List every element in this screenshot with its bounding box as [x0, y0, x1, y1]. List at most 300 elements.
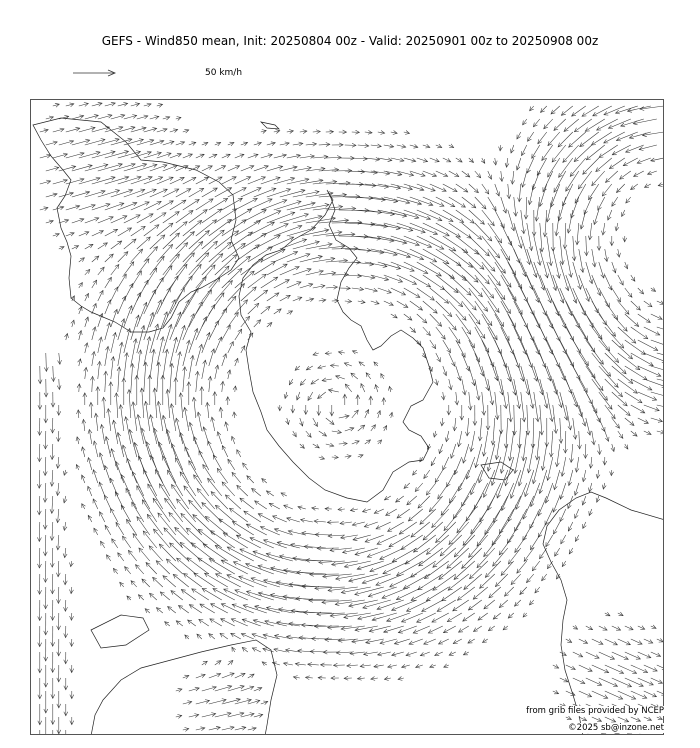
wind-arrow	[399, 522, 417, 534]
wind-arrow	[507, 522, 521, 543]
wind-arrow	[404, 262, 428, 274]
wind-arrow	[235, 198, 257, 210]
wind-arrow	[547, 288, 559, 316]
wind-arrow	[391, 288, 406, 295]
wind-arrow	[58, 431, 59, 442]
wind-arrow	[521, 366, 529, 395]
wind-arrow	[217, 468, 228, 483]
wind-arrow	[482, 288, 499, 313]
wind-arrow	[105, 525, 111, 535]
wind-arrow	[631, 327, 648, 339]
wind-arrow	[527, 405, 528, 435]
wind-arrow	[515, 509, 527, 531]
wind-arrow	[488, 353, 498, 381]
wind-arrow	[514, 223, 522, 248]
wind-arrow	[170, 363, 172, 392]
wind-arrow	[407, 496, 417, 505]
wind-arrow	[449, 197, 466, 207]
wind-arrow	[433, 574, 456, 590]
wind-arrow	[631, 691, 647, 698]
wind-arrow-head	[168, 470, 172, 475]
wind-arrow	[293, 216, 322, 223]
wind-arrow	[527, 353, 537, 381]
wind-arrow-head	[101, 541, 105, 546]
wind-arrow	[235, 245, 259, 262]
wind-arrow	[197, 489, 215, 510]
wind-arrow	[196, 290, 212, 314]
wind-arrow	[631, 301, 641, 310]
wind-arrow	[538, 496, 547, 516]
wind-arrow	[430, 314, 442, 326]
wind-arrow	[144, 313, 153, 341]
wind-arrow	[599, 314, 616, 336]
wind-arrow	[644, 353, 664, 362]
wind-arrow	[449, 223, 471, 238]
wind-arrow-head	[459, 628, 464, 632]
wind-arrow	[241, 166, 254, 171]
wind-arrow	[144, 470, 157, 496]
wind-arrow-head	[403, 304, 408, 308]
wind-arrow	[566, 275, 577, 303]
wind-arrow	[45, 535, 46, 556]
wind-arrow	[575, 184, 586, 203]
wind-arrow	[267, 293, 279, 301]
wind-arrow	[92, 152, 115, 159]
wind-arrow	[365, 262, 387, 267]
wind-arrow	[565, 431, 566, 453]
wind-arrow	[133, 402, 137, 431]
wind-arrow	[553, 301, 566, 328]
wind-arrow	[131, 339, 136, 366]
wind-arrow	[473, 587, 488, 599]
wind-arrow	[408, 509, 422, 521]
wind-arrow	[181, 590, 196, 601]
wind-arrow	[132, 472, 144, 496]
wind-arrow	[116, 393, 118, 418]
wind-arrow	[534, 236, 540, 265]
wind-arrow	[586, 236, 587, 256]
wind-arrow	[651, 314, 662, 319]
wind-arrow	[482, 262, 501, 286]
wind-arrow	[547, 197, 553, 222]
wind-arrow	[168, 389, 170, 418]
wind-arrow	[127, 458, 137, 483]
wind-arrow	[657, 691, 664, 695]
wind-arrow-head	[116, 522, 120, 526]
wind-arrow	[260, 527, 279, 535]
wind-arrow	[306, 560, 332, 561]
wind-arrow	[377, 600, 404, 609]
wind-arrow	[625, 392, 642, 403]
wind-arrow-head	[232, 647, 236, 651]
wind-arrow	[176, 418, 183, 444]
wind-arrow	[586, 366, 603, 391]
wind-arrow	[443, 288, 463, 307]
wind-arrow	[232, 472, 241, 483]
wind-arrow	[479, 457, 488, 483]
wind-arrow	[232, 604, 254, 613]
wind-arrow	[235, 673, 245, 678]
wind-arrow	[111, 509, 118, 523]
wind-arrow	[215, 505, 234, 522]
wind-arrow	[225, 495, 240, 509]
wind-arrow	[209, 266, 229, 288]
wind-arrow	[110, 478, 117, 496]
wind-arrow	[222, 296, 236, 314]
coastline-tasmania	[481, 462, 513, 480]
wind-arrow	[464, 574, 482, 590]
wind-arrow	[522, 145, 527, 156]
wind-arrow	[137, 189, 156, 197]
wind-arrow	[118, 367, 120, 392]
wind-arrow	[592, 353, 611, 376]
wind-arrow	[150, 300, 161, 327]
wind-arrow	[462, 275, 483, 297]
wind-arrow	[222, 482, 235, 496]
wind-arrow	[561, 106, 573, 115]
wind-arrow	[540, 184, 547, 207]
wind-arrow	[586, 652, 599, 658]
wind-arrow-head	[447, 618, 452, 622]
wind-arrow	[198, 529, 222, 548]
wind-arrow	[592, 405, 600, 422]
wind-arrow	[436, 327, 446, 339]
wind-arrow	[254, 211, 281, 223]
wind-arrow	[554, 119, 566, 130]
wind-arrow	[457, 509, 475, 533]
wind-arrow	[436, 197, 455, 207]
chart-title: GEFS - Wind850 mean, Init: 20250804 00z - Valid: 20250901 00z to 20250908 00z	[101, 34, 599, 48]
legend-label: 50 km/h	[205, 68, 243, 78]
wind-arrow	[598, 197, 605, 210]
wind-arrow	[163, 349, 167, 379]
wind-arrow	[274, 226, 302, 236]
wind-arrow	[485, 509, 501, 534]
wind-arrow	[467, 457, 475, 479]
wind-arrow	[618, 405, 630, 416]
wind-arrow	[261, 200, 287, 210]
wind-arrow	[436, 275, 458, 293]
wind-arrow	[548, 132, 560, 146]
wind-arrow	[231, 633, 241, 639]
wind-arrow	[124, 329, 130, 354]
wind-arrow-head	[546, 542, 550, 547]
wind-arrow	[449, 249, 473, 267]
wind-arrow	[544, 119, 553, 129]
wind-arrow	[651, 392, 664, 398]
wind-arrow	[579, 353, 595, 378]
wind-arrow	[580, 132, 599, 147]
wind-arrow-head	[388, 528, 393, 532]
wind-arrow	[105, 346, 108, 366]
wind-arrow-head	[582, 113, 586, 117]
wind-arrow	[163, 254, 180, 275]
wind-arrow-head	[293, 432, 297, 436]
wind-arrow	[501, 223, 512, 246]
wind-arrow	[435, 470, 443, 483]
wind-arrow	[540, 223, 542, 252]
wind-arrow	[559, 197, 566, 221]
wind-arrow	[228, 342, 234, 354]
wind-arrow	[150, 415, 156, 444]
wind-arrow	[547, 366, 557, 394]
wind-arrow	[657, 665, 664, 669]
wind-arrow	[583, 158, 599, 174]
wind-arrow	[511, 574, 521, 585]
wind-arrow	[362, 574, 391, 583]
wind-arrow	[142, 428, 150, 457]
wind-arrow	[573, 262, 581, 289]
wind-arrow	[560, 288, 572, 316]
wind-arrow	[131, 364, 133, 392]
wind-arrow	[202, 333, 210, 354]
wind-arrow	[542, 145, 553, 161]
wind-arrow	[200, 604, 215, 613]
wind-arrow	[45, 509, 46, 529]
wind-arrow	[189, 461, 202, 483]
wind-arrow	[560, 418, 561, 443]
wind-arrow	[506, 418, 508, 448]
wind-arrow	[236, 535, 260, 548]
wind-arrow-head	[209, 199, 213, 203]
wind-arrow	[462, 353, 470, 371]
wind-arrow	[368, 587, 397, 597]
wind-arrow	[477, 548, 495, 568]
wind-arrow	[443, 262, 467, 281]
wind-arrow	[181, 393, 183, 418]
wind-arrow	[657, 353, 664, 359]
wind-arrow	[391, 262, 414, 271]
wind-arrow	[566, 665, 576, 670]
wind-arrow-head	[238, 198, 243, 202]
wind-arrow-head	[209, 559, 214, 563]
wind-arrow	[540, 470, 547, 494]
wind-arrow	[155, 388, 157, 418]
wind-arrow	[420, 509, 436, 524]
wind-arrow	[209, 321, 219, 340]
wind-arrow	[475, 197, 486, 209]
wind-arrow	[551, 431, 553, 457]
wind-arrow	[215, 255, 237, 275]
wind-arrow	[573, 314, 588, 340]
wind-arrow	[597, 119, 618, 130]
wind-arrow	[310, 574, 339, 575]
wind-arrow-head	[426, 283, 431, 287]
wind-arrow	[150, 324, 158, 353]
wind-arrow	[189, 188, 204, 197]
wind-arrow-head	[585, 128, 590, 132]
wind-arrow	[124, 262, 134, 275]
wind-arrow	[585, 119, 605, 131]
wind-arrow	[202, 588, 222, 600]
wind-arrow	[105, 229, 118, 236]
wind-arrow	[657, 379, 664, 384]
wind-arrow	[592, 249, 595, 267]
wind-arrow	[157, 337, 163, 366]
wind-arrow	[91, 402, 92, 418]
wind-arrow	[163, 233, 180, 249]
wind-arrow	[280, 239, 307, 249]
wind-arrow	[579, 691, 592, 697]
wind-arrow	[112, 539, 118, 548]
wind-arrow-head	[384, 496, 388, 500]
wind-arrow	[254, 235, 280, 249]
wind-arrow	[568, 496, 573, 509]
wind-arrow	[235, 177, 251, 184]
wind-arrow	[384, 275, 403, 282]
wind-arrow	[604, 132, 625, 143]
wind-arrow	[576, 457, 578, 472]
wind-arrow	[501, 561, 514, 575]
wind-arrow	[530, 535, 539, 550]
wind-arrow	[99, 482, 105, 496]
wind-arrow	[553, 353, 565, 380]
wind-arrow-head	[223, 533, 227, 537]
wind-arrow	[599, 418, 605, 431]
wind-arrow	[484, 470, 495, 497]
wind-arrow	[215, 337, 222, 353]
wind-arrow	[469, 288, 488, 311]
wind-arrow	[521, 236, 530, 265]
wind-arrow	[203, 544, 228, 561]
wind-arrow	[545, 210, 547, 237]
wind-arrow	[579, 327, 595, 352]
wind-arrow	[495, 340, 507, 368]
wind-arrow	[638, 314, 651, 323]
wind-arrow	[423, 197, 444, 206]
wind-arrow-head	[199, 188, 204, 192]
wind-arrow	[573, 678, 585, 684]
wind-arrow	[199, 451, 209, 470]
wind-arrow	[190, 422, 196, 444]
wind-arrow	[371, 223, 400, 229]
wind-arrow	[349, 600, 378, 606]
wind-arrow	[456, 262, 478, 282]
wind-arrow	[129, 390, 131, 418]
wind-arrow-head	[506, 256, 510, 260]
wind-arrow	[502, 483, 514, 511]
wind-arrow	[189, 500, 209, 522]
wind-arrow	[505, 587, 514, 596]
wind-arrow	[508, 262, 522, 289]
wind-arrow	[370, 561, 397, 572]
wind-arrow	[468, 600, 481, 610]
wind-arrow	[124, 284, 133, 302]
wind-arrow	[52, 496, 53, 513]
wind-arrow	[142, 500, 157, 522]
wind-arrow	[261, 249, 285, 262]
wind-arrow	[436, 301, 452, 317]
wind-arrow	[163, 415, 170, 444]
wind-arrow	[308, 392, 313, 401]
wind-arrow	[631, 639, 642, 644]
wind-arrow-head	[223, 198, 228, 202]
wind-arrow	[592, 665, 609, 673]
wind-arrow	[488, 444, 495, 471]
wind-arrow	[551, 184, 560, 207]
wind-arrow	[407, 600, 430, 611]
wind-arrow	[216, 574, 241, 587]
wind-arrow	[488, 223, 502, 243]
wind-arrow-head	[174, 276, 178, 280]
wind-arrow	[555, 548, 560, 556]
wind-arrow	[232, 522, 253, 536]
wind-arrow	[573, 366, 587, 392]
wind-arrow	[560, 340, 574, 367]
wind-arrow	[98, 190, 120, 197]
wind-arrow	[540, 405, 542, 435]
wind-arrow	[438, 483, 449, 499]
wind-arrow	[469, 210, 485, 224]
wind-arrow	[561, 535, 566, 544]
wind-arrow	[599, 392, 612, 409]
wind-arrow	[150, 349, 154, 379]
wind-arrow	[396, 587, 422, 600]
wind-arrow	[547, 236, 551, 266]
wind-arrow	[105, 371, 106, 392]
wind-arrow	[45, 483, 46, 502]
wind-arrow-head	[420, 457, 424, 462]
wind-arrow	[98, 217, 113, 223]
wind-arrow	[553, 249, 560, 278]
wind-arrow	[527, 223, 532, 251]
wind-arrow	[414, 535, 436, 552]
wind-arrow	[631, 665, 648, 673]
wind-arrow-head	[492, 206, 496, 211]
wind-arrow	[524, 548, 534, 561]
wind-arrow	[566, 379, 577, 407]
wind-arrow	[480, 418, 482, 441]
wind-arrow-head	[213, 188, 218, 192]
wind-arrow	[58, 535, 59, 550]
wind-arrow	[546, 483, 553, 503]
wind-arrow	[514, 327, 527, 354]
wind-arrow	[319, 144, 330, 145]
wind-arrow	[589, 184, 599, 200]
wind-arrow-head	[532, 154, 536, 159]
wind-arrow	[521, 262, 533, 290]
wind-arrow	[287, 228, 316, 236]
wind-arrow	[644, 327, 660, 335]
wind-arrow	[553, 522, 559, 534]
wind-arrow	[469, 314, 485, 338]
wind-arrow	[98, 290, 103, 301]
wind-arrow	[376, 522, 391, 529]
wind-arrow	[357, 561, 384, 569]
wind-arrow	[189, 355, 193, 379]
wind-arrow-head	[569, 550, 573, 555]
wind-arrow	[121, 405, 124, 431]
wind-arrow	[417, 314, 427, 323]
wind-arrow	[52, 548, 53, 567]
wind-arrow	[116, 462, 124, 483]
wind-arrow	[592, 327, 610, 351]
wind-arrow	[173, 574, 189, 587]
wind-arrow-head	[447, 348, 451, 352]
wind-arrow	[586, 678, 602, 685]
wind-arrow	[492, 522, 508, 545]
wind-arrow	[248, 303, 259, 314]
wind-arrow-head	[200, 604, 205, 608]
wind-arrow	[52, 470, 53, 486]
wind-arrow	[519, 418, 521, 448]
wind-arrow	[215, 281, 233, 302]
wind-arrow	[382, 587, 410, 598]
wind-arrow	[100, 512, 105, 522]
wind-arrow	[291, 544, 313, 548]
wind-arrow	[592, 691, 608, 698]
wind-arrow	[501, 249, 516, 275]
